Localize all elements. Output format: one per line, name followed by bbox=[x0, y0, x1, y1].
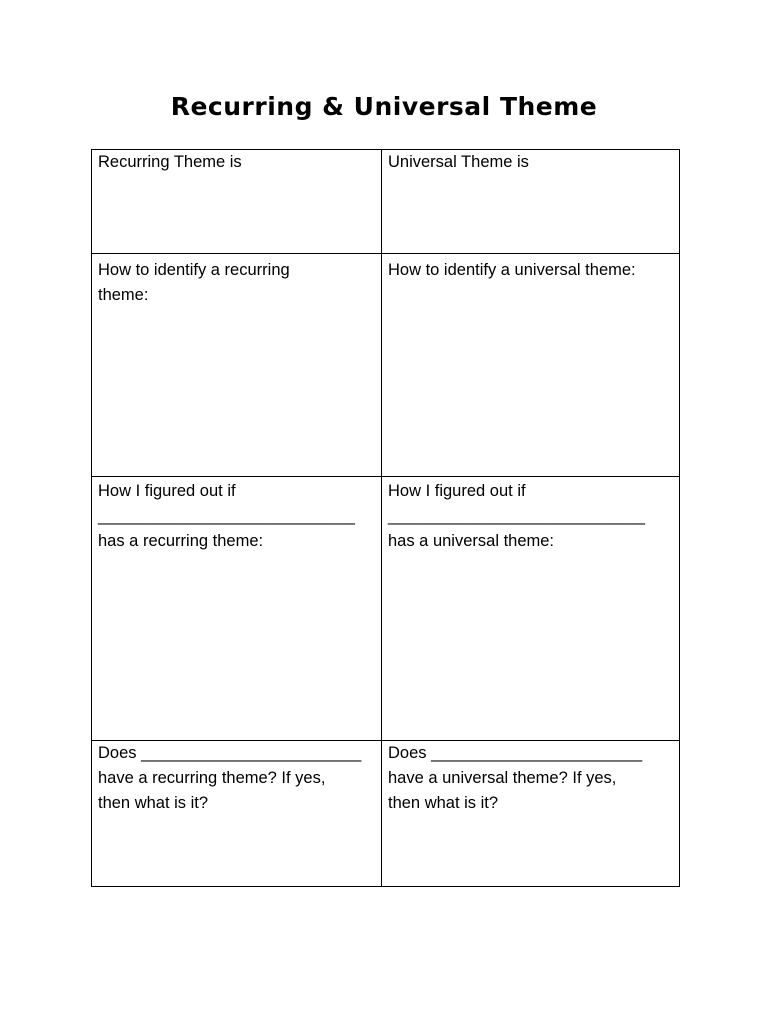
cell-prompt: Does _______________________ have a universal theme? If yes, then what is it? bbox=[388, 744, 643, 812]
theme-comparison-table bbox=[91, 149, 680, 887]
table-row bbox=[92, 254, 680, 477]
table-row bbox=[92, 150, 680, 254]
table-row bbox=[92, 477, 680, 741]
cell-prompt: Does ________________________ have a recurring theme? If yes, then what is it? bbox=[98, 744, 362, 812]
universal-theme-definition-cell[interactable] bbox=[382, 150, 680, 254]
does-have-recurring-theme-cell[interactable] bbox=[92, 741, 382, 887]
worksheet-title: Recurring & Universal Theme bbox=[170, 92, 598, 121]
cell-prompt: How to identify a universal theme: bbox=[388, 261, 636, 279]
figured-recurring-theme-cell[interactable] bbox=[92, 477, 382, 741]
recurring-theme-definition-cell[interactable] bbox=[92, 150, 382, 254]
table-row bbox=[92, 741, 680, 887]
cell-prompt: How I figured out if ____________________________ has a universal theme: bbox=[388, 482, 645, 550]
figured-universal-theme-cell[interactable] bbox=[382, 477, 680, 741]
identify-recurring-theme-cell[interactable] bbox=[92, 254, 382, 477]
cell-prompt: How I figured out if ____________________________ has a recurring theme: bbox=[98, 482, 355, 550]
does-have-universal-theme-cell[interactable] bbox=[382, 741, 680, 887]
identify-universal-theme-cell[interactable] bbox=[382, 254, 680, 477]
cell-prompt: Recurring Theme is bbox=[98, 153, 242, 171]
cell-prompt: Universal Theme is bbox=[388, 153, 529, 171]
cell-prompt: How to identify a recurring theme: bbox=[98, 261, 290, 304]
